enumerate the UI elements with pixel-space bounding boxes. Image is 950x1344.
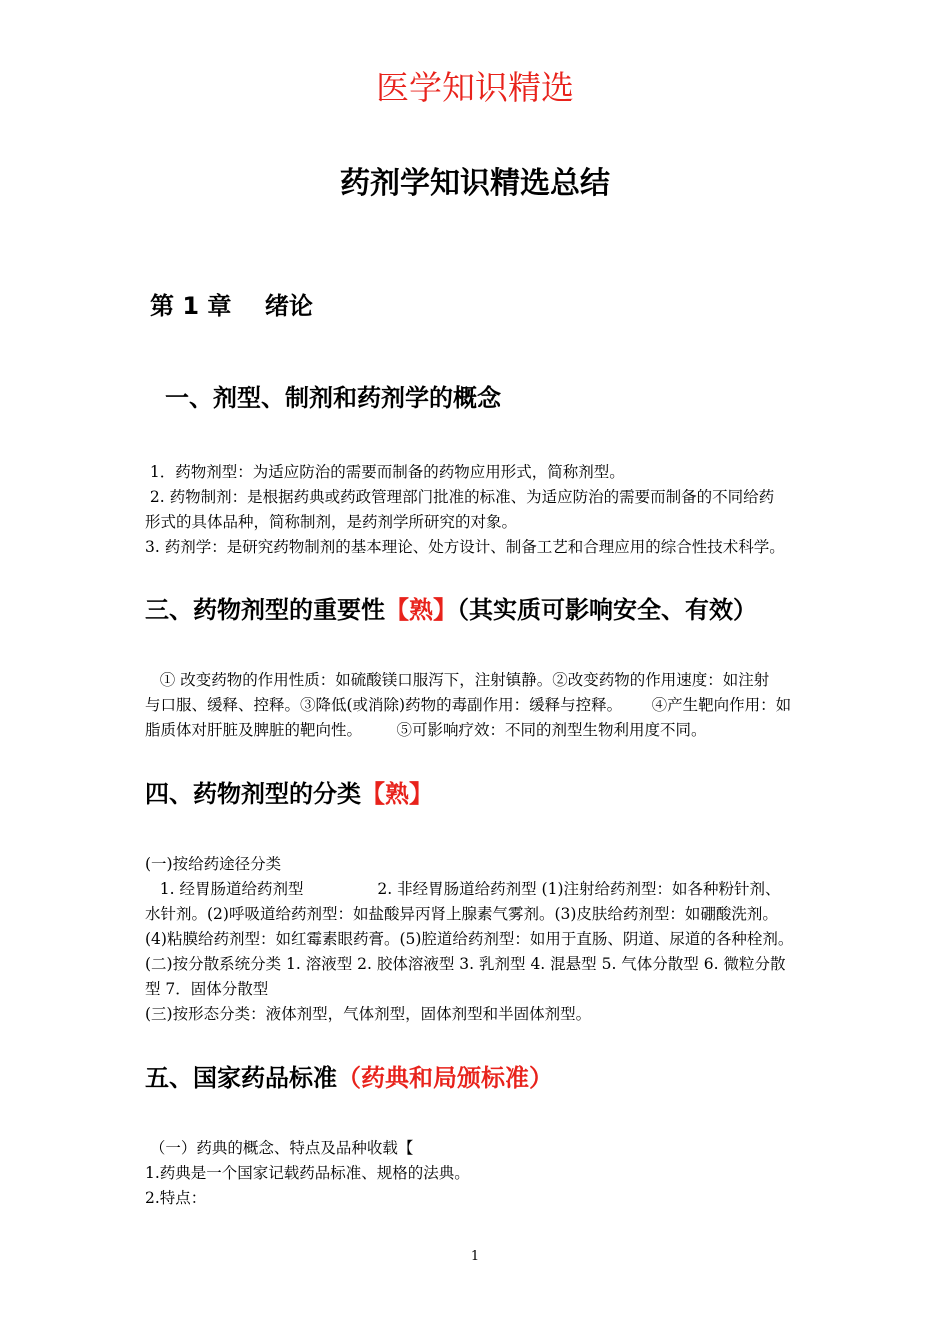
heading-emphasis: 【熟】 xyxy=(361,780,433,808)
paragraph-line: 脂质体对肝脏及脾脏的靶向性。 ⑤可影响疗效：不同的剂型生物利用度不同。 xyxy=(145,721,707,739)
paragraph-line: (三)按形态分类：液体剂型，气体剂型，固体剂型和半固体剂型。 xyxy=(145,1005,592,1023)
section-heading-5 xyxy=(145,1058,553,1093)
banner-title: 医学知识精选 xyxy=(376,68,574,107)
paragraph-line: (一)按给药途径分类 xyxy=(145,855,282,873)
section-4-body xyxy=(145,852,810,1027)
page-number: 1 xyxy=(470,1249,480,1264)
paragraph-line: 水针剂。(2)呼吸道给药剂型：如盐酸异丙肾上腺素气雾剂。(3)皮肤给药剂型：如硼酸洗剂。 xyxy=(145,905,778,923)
heading-emphasis: 【熟】 xyxy=(385,596,457,624)
paragraph-line: 1．药物剂型：为适应防治的需要而制备的药物应用形式，简称剂型。 xyxy=(145,463,625,481)
heading-note: （其实质可影响安全、有效） xyxy=(457,596,757,624)
paragraph-line: (4)粘膜给药剂型：如红霉素眼药膏。(5)腔道给药剂型：如用于直肠、阴道、尿道的各种栓剂。 xyxy=(145,930,794,948)
paragraph-line: 3. 药剂学：是研究药物制剂的基本理论、处方设计、制备工艺和合理应用的综合性技术科学。 xyxy=(145,538,785,556)
section-1-body xyxy=(145,460,810,560)
section-5-body xyxy=(145,1136,810,1211)
heading-text: 四、药物剂型的分类 xyxy=(145,780,361,808)
section-heading-3 xyxy=(145,590,757,625)
paragraph-line: 与口服、缓释、控释。③降低(或消除)药物的毒副作用：缓释与控释。 ④产生靶向作用：如 xyxy=(145,696,792,714)
heading-emphasis: （药典和局颁标准） xyxy=(337,1064,553,1092)
section-3-body xyxy=(145,668,810,743)
paragraph-line: 型 7．固体分散型 xyxy=(145,980,269,998)
heading-text: 三、药物剂型的重要性 xyxy=(145,596,385,624)
section-heading-4 xyxy=(145,774,433,809)
paragraph-line: (二)按分散系统分类 1. 溶液型 2. 胶体溶液型 3. 乳剂型 4. 混悬型 5. 气体分散型 6. 微粒分散 xyxy=(145,955,786,973)
paragraph-line: 2.特点： xyxy=(145,1189,207,1207)
section-heading-1: 一、剂型、制剂和药剂学的概念 xyxy=(165,384,501,412)
paragraph-line: （一）药典的概念、特点及品种收载【 xyxy=(145,1139,414,1157)
paragraph-line: ① 改变药物的作用性质：如硫酸镁口服泻下，注射镇静。②改变药物的作用速度：如注射 xyxy=(145,671,770,689)
paragraph-line: 1. 经胃肠道给药剂型 2. 非经胃肠道给药剂型 (1)注射给药剂型：如各种粉针剂、 xyxy=(145,880,781,898)
heading-text: 五、国家药品标准 xyxy=(145,1064,337,1092)
chapter-heading: 第 1 章 绪论 xyxy=(150,292,313,320)
paragraph-line: 1.药典是一个国家记载药品标准、规格的法典。 xyxy=(145,1164,470,1182)
paragraph-line: 2. 药物制剂：是根据药典或药政管理部门批准的标准、为适应防治的需要而制备的不同给药 xyxy=(145,488,775,506)
paragraph-line: 形式的具体品种，简称制剂，是药剂学所研究的对象。 xyxy=(145,513,518,531)
document-title: 药剂学知识精选总结 xyxy=(340,166,610,201)
